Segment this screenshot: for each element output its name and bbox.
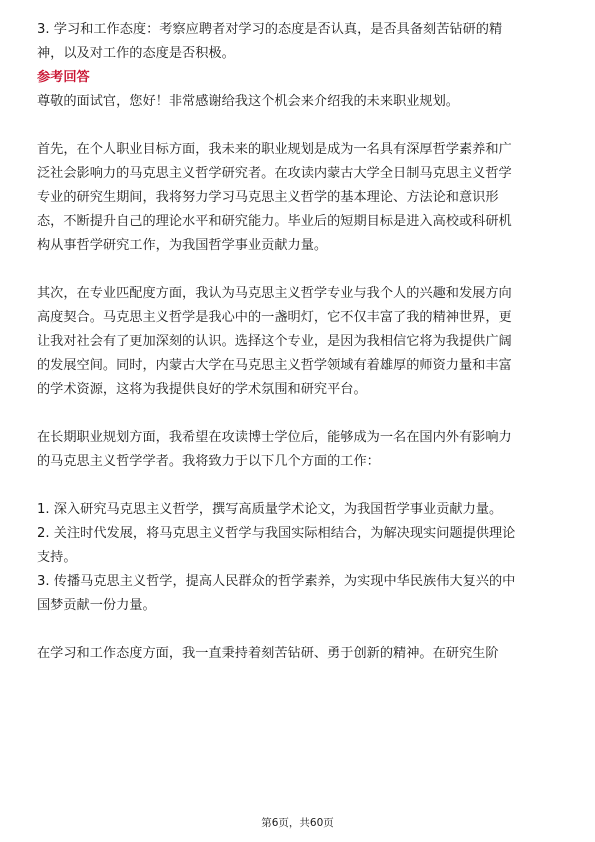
numbered-list: [37, 498, 562, 618]
intro-item-line-2: 神，以及对工作的态度是否积极。: [37, 46, 235, 61]
list-item: 2. 关注时代发展，将马克思主义哲学与我国实际相结合，为解决现实问题提供理论: [37, 526, 516, 541]
list-item: 3. 传播马克思主义哲学，提高人民群众的哲学素养，为实现中华民族伟大复兴的中: [37, 574, 516, 589]
intro-item-line-1: 3. 学习和工作态度：考察应聘者对学习的态度是否认真，是否具备刻苦钻研的精: [37, 22, 503, 37]
paragraph-2-line: 让我对社会有了更加深刻的认识。选择这个专业，是因为我相信它将为我提供广阔: [37, 334, 512, 349]
paragraph-2-line: 高度契合。马克思主义哲学是我心中的一盏明灯，它不仅丰富了我的精神世界，更: [37, 310, 512, 325]
document-body: [37, 18, 562, 666]
page-number: 第6页，共60页: [261, 817, 334, 829]
paragraph-1-line: 首先，在个人职业目标方面，我未来的职业规划是成为一名具有深厚哲学素养和广: [37, 142, 512, 157]
list-item-continuation: 国梦贡献一份力量。: [37, 598, 156, 613]
paragraph-4-line: 在学习和工作态度方面，我一直秉持着刻苦钻研、勇于创新的精神。在研究生阶: [37, 646, 499, 661]
paragraph-2-line: 的学术资源，这将为我提供良好的学术氛围和研究平台。: [37, 382, 367, 397]
paragraph-1-line: 专业的研究生期间，我将努力学习马克思主义哲学的基本理论、方法论和意识形: [37, 190, 499, 205]
paragraph-1: [37, 138, 562, 258]
paragraph-spacer: [37, 618, 562, 642]
greeting-line: 尊敬的面试官，您好！非常感谢给我这个机会来介绍我的未来职业规划。: [37, 94, 459, 109]
paragraph-spacer: [37, 114, 562, 138]
paragraph-2-line: 的发展空间。同时，内蒙古大学在马克思主义哲学领域有着雄厚的师资力量和丰富: [37, 358, 512, 373]
paragraph-spacer: [37, 474, 562, 498]
paragraph-3-line: 在长期职业规划方面，我希望在攻读博士学位后，能够成为一名在国内外有影响力: [37, 430, 512, 445]
paragraph-spacer: [37, 258, 562, 282]
paragraph-3: [37, 426, 562, 474]
paragraph-3-line: 的马克思主义哲学学者。我将致力于以下几个方面的工作：: [37, 454, 380, 469]
list-item-continuation: 支持。: [37, 550, 77, 565]
paragraph-1-line: 泛社会影响力的马克思主义哲学研究者。在攻读内蒙古大学全日制马克思主义哲学: [37, 166, 512, 181]
paragraph-4: [37, 642, 562, 666]
list-item: 1. 深入研究马克思主义哲学，撰写高质量学术论文，为我国哲学事业贡献力量。: [37, 502, 503, 517]
paragraph-spacer: [37, 402, 562, 426]
paragraph-1-line: 构从事哲学研究工作，为我国哲学事业贡献力量。: [37, 238, 328, 253]
paragraph-2: [37, 282, 562, 402]
answer-heading: 参考回答: [37, 70, 90, 85]
paragraph-2-line: 其次，在专业匹配度方面，我认为马克思主义哲学专业与我个人的兴趣和发展方向: [37, 286, 512, 301]
paragraph-1-line: 态，不断提升自己的理论水平和研究能力。毕业后的短期目标是进入高校或科研机: [37, 214, 512, 229]
